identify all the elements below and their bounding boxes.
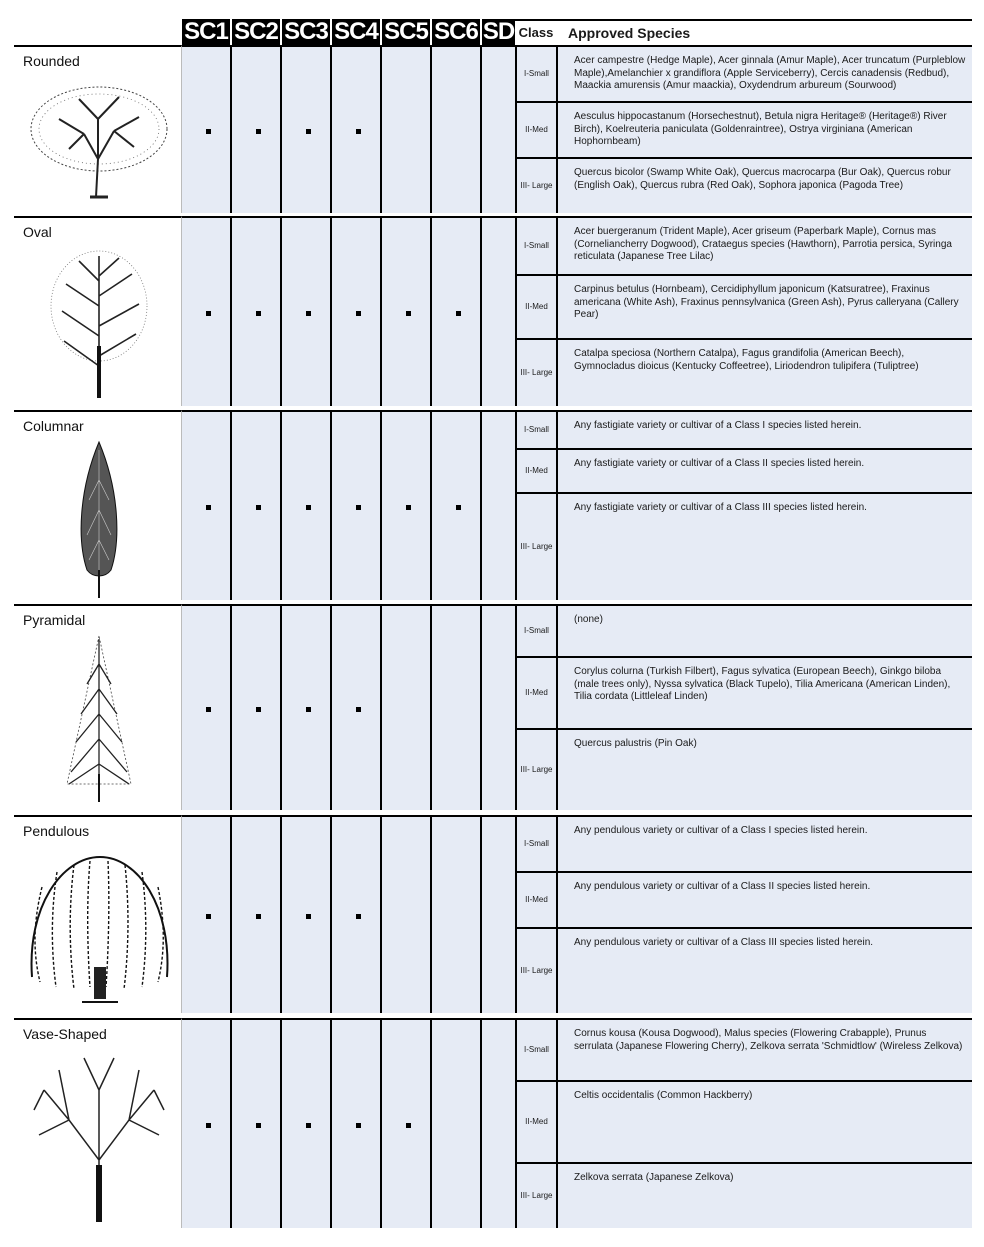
species-cell (558, 871, 972, 927)
sc-column-divider (430, 1020, 432, 1228)
species-text: Acer buergeranum (Trident Maple), Acer griseum (Paperbark Maple), Cornus mas (Corneliancherry Dogwood), Crataegus species (Hawthorn), Parrotia persica, Syringa reticulata (Japanese Tree Lilac) (574, 226, 952, 262)
class-label: II-Med (525, 688, 548, 697)
species-text: Acer campestre (Hedge Maple), Acer ginnala (Amur Maple), Acer truncatum (Purpleblow Maple),Amelanchier x grandiflora (Apple Serviceberry), Cercis canadensis (Redbud), Maackia amurensis (Amur maackia), Oxydendrum arbureum (Sourwood) (574, 55, 966, 91)
class-cell (517, 157, 556, 213)
class-cell (517, 604, 556, 656)
species-cell (558, 1018, 972, 1080)
approval-mark-sc2 (256, 707, 261, 712)
approval-mark-sc2 (256, 311, 261, 316)
approval-mark-sc2 (256, 914, 261, 919)
pendulous-tree-icon (22, 847, 177, 1007)
approval-mark-sc3 (306, 914, 311, 919)
approval-mark-sc4 (356, 129, 361, 134)
sc-column-divider (230, 817, 232, 1013)
approval-mark-sc4 (356, 707, 361, 712)
class-column (515, 216, 558, 406)
sc-column-divider (480, 817, 482, 1013)
shape-cell (14, 1018, 182, 1228)
class-column (515, 604, 558, 810)
approval-mark-sc3 (306, 707, 311, 712)
shape-cell (14, 604, 182, 810)
approval-mark-sc3 (306, 311, 311, 316)
approval-mark-sc6 (456, 505, 461, 510)
sc-column-divider (280, 218, 282, 406)
oval-tree-icon (44, 246, 154, 401)
sc-column-divider (230, 412, 232, 600)
approval-mark-sc2 (256, 1123, 261, 1128)
class-label: III- Large (520, 181, 553, 190)
species-text: Carpinus betulus (Hornbeam), Cercidiphyllum japonicum (Katsuratree), Fraxinus americana (White Ash), Fraxinus pennsylvanica (Green Ash), Pyrus calleryana (Callery Pear) (574, 284, 959, 320)
species-text: Any pendulous variety or cultivar of a Class III species listed herein. (574, 937, 874, 948)
shape-name: Columnar (23, 418, 84, 434)
sc3-header: SC3 (282, 19, 330, 45)
class-label: I-Small (524, 839, 549, 848)
shape-name: Pendulous (23, 823, 90, 839)
approval-mark-sc1 (206, 1123, 211, 1128)
sd-header: SD (482, 18, 515, 45)
species-cell (558, 45, 972, 101)
approval-mark-sc2 (256, 505, 261, 510)
species-column (558, 216, 972, 406)
species-text: Any pendulous variety or cultivar of a Class I species listed herein. (574, 825, 868, 836)
species-text: Quercus palustris (Pin Oak) (574, 738, 697, 749)
species-column (558, 815, 972, 1013)
sc-column-divider (430, 817, 432, 1013)
species-cell (558, 815, 972, 871)
species-text: Any fastigiate variety or cultivar of a Class I species listed herein. (574, 420, 862, 431)
species-cell (558, 410, 972, 448)
class-cell (517, 338, 556, 406)
sc-column-divider (230, 1020, 232, 1228)
sc-column-divider (430, 412, 432, 600)
species-cell (558, 656, 972, 728)
class-label: II-Med (525, 125, 548, 134)
approval-mark-sc2 (256, 129, 261, 134)
class-label: II-Med (525, 466, 548, 475)
sc-column-divider (330, 606, 332, 810)
species-text: (none) (574, 614, 603, 625)
class-cell (517, 410, 556, 448)
species-text: Any pendulous variety or cultivar of a Class II species listed herein. (574, 881, 871, 892)
class-label: I-Small (524, 69, 549, 78)
sc-column-divider (380, 606, 382, 810)
species-text: Celtis occidentalis (Common Hackberry) (574, 1090, 753, 1101)
sc-column-divider (480, 47, 482, 213)
species-cell (558, 274, 972, 338)
sc-column-divider (380, 218, 382, 406)
approval-mark-sc3 (306, 505, 311, 510)
species-text: Any fastigiate variety or cultivar of a Class III species listed herein. (574, 502, 867, 513)
species-cell (558, 157, 972, 213)
species-text: Corylus colurna (Turkish Filbert), Fagus sylvatica (European Beech), Ginkgo biloba (male trees only), Nyssa sylvatica (Black Tupelo), Tilia Americana (American Linden), Tilia cordata (Littleleaf Linden) (574, 666, 951, 702)
sc-column-divider (330, 218, 332, 406)
approval-mark-sc4 (356, 914, 361, 919)
sc-column-divider (430, 47, 432, 213)
sc-column-divider (380, 412, 382, 600)
sc-column-divider (480, 1020, 482, 1228)
sc-column-divider (330, 1020, 332, 1228)
species-cell (558, 604, 972, 656)
approval-mark-sc3 (306, 1123, 311, 1128)
species-text: Catalpa speciosa (Northern Catalpa), Fagus grandifolia (American Beech), Gymnocladus dioicus (Kentucky Coffeetree), Liriodendron tulipifera (Tuliptree) (574, 348, 919, 372)
class-cell (517, 656, 556, 728)
class-column (515, 45, 558, 213)
class-label: III- Large (520, 368, 553, 377)
sc-column-divider (280, 817, 282, 1013)
class-cell (517, 815, 556, 871)
class-cell (517, 1080, 556, 1162)
sc-column-divider (330, 412, 332, 600)
shape-name: Oval (23, 224, 52, 240)
species-column (558, 410, 972, 600)
species-text: Quercus bicolor (Swamp White Oak), Quercus macrocarpa (Bur Oak), Quercus robur (English Oak), Quercus rubra (Red Oak), Sophora japonica (Pagoda Tree) (574, 167, 951, 191)
class-column-header: Class (518, 25, 554, 40)
class-cell (517, 728, 556, 810)
class-cell (517, 492, 556, 600)
sc-column-divider (230, 606, 232, 810)
approval-mark-sc6 (456, 311, 461, 316)
class-cell (517, 1162, 556, 1228)
sc-marks-area (182, 815, 515, 1013)
sc2-header: SC2 (232, 19, 280, 45)
species-cell (558, 448, 972, 492)
sc-column-divider (480, 412, 482, 600)
class-label: I-Small (524, 425, 549, 434)
sc-column-divider (380, 817, 382, 1013)
species-cell (558, 1080, 972, 1162)
shape-group-rounded (14, 45, 972, 213)
approval-mark-sc3 (306, 129, 311, 134)
columnar-tree-icon (69, 440, 129, 600)
class-cell (517, 927, 556, 1013)
species-text: Aesculus hippocastanum (Horsechestnut), Betula nigra Heritage® (Heritage®) River Birch), Koelreuteria paniculata (Goldenraintree), Ostrya virginiana (American Hophornbeam) (574, 111, 947, 147)
class-cell (517, 1018, 556, 1080)
sc1-header: SC1 (182, 19, 230, 45)
species-column-header: Approved Species (568, 25, 691, 41)
sc-column-divider (480, 218, 482, 406)
sc-column-divider (230, 47, 232, 213)
class-label: II-Med (525, 895, 548, 904)
shape-cell (14, 815, 182, 1013)
sc-column-divider (280, 1020, 282, 1228)
sc-column-divider (330, 817, 332, 1013)
species-column (558, 1018, 972, 1228)
class-cell (517, 274, 556, 338)
shape-group-pyramidal (14, 604, 972, 810)
species-cell (558, 101, 972, 157)
shape-name: Pyramidal (23, 612, 86, 628)
species-cell (558, 216, 972, 274)
class-column (515, 815, 558, 1013)
approval-mark-sc4 (356, 1123, 361, 1128)
sc5-header: SC5 (382, 19, 430, 45)
class-cell (517, 871, 556, 927)
shape-group-oval (14, 216, 972, 406)
sc-marks-area (182, 45, 515, 213)
class-label: I-Small (524, 1045, 549, 1054)
shape-group-pendulous (14, 815, 972, 1013)
sc-marks-area (182, 1018, 515, 1228)
class-label: III- Large (520, 966, 553, 975)
sc6-header: SC6 (432, 19, 480, 45)
species-text: Zelkova serrata (Japanese Zelkova) (574, 1172, 734, 1183)
class-label: II-Med (525, 302, 548, 311)
class-cell (517, 448, 556, 492)
sc-column-divider (380, 1020, 382, 1228)
approval-mark-sc5 (406, 505, 411, 510)
sc-column-divider (280, 47, 282, 213)
approval-mark-sc1 (206, 505, 211, 510)
species-text: Any fastigiate variety or cultivar of a Class II species listed herein. (574, 458, 865, 469)
approval-mark-sc1 (206, 707, 211, 712)
vase-tree-icon (29, 1050, 169, 1225)
class-cell (517, 101, 556, 157)
sc-column-divider (230, 218, 232, 406)
species-text: Cornus kousa (Kousa Dogwood), Malus species (Flowering Crabapple), Prunus serrulata (Japanese Flowering Cherry), Zelkova serrata 'Schmidtlow' (Wireless Zelkova) (574, 1028, 963, 1052)
approval-mark-sc5 (406, 1123, 411, 1128)
sc-column-divider (280, 412, 282, 600)
species-cell (558, 927, 972, 1013)
sc-column-divider (480, 606, 482, 810)
class-cell (517, 216, 556, 274)
class-column (515, 410, 558, 600)
sc-column-divider (430, 606, 432, 810)
class-column (515, 1018, 558, 1228)
shape-name: Vase-Shaped (23, 1026, 107, 1042)
species-cell (558, 728, 972, 810)
sc-column-divider (330, 47, 332, 213)
sc-column-divider (430, 218, 432, 406)
pyramidal-tree-icon (59, 634, 139, 804)
species-column (558, 45, 972, 213)
approval-mark-sc5 (406, 311, 411, 316)
class-label: II-Med (525, 1117, 548, 1126)
sc-marks-area (182, 604, 515, 810)
species-column (558, 604, 972, 810)
shape-cell (14, 410, 182, 600)
class-label: III- Large (520, 765, 553, 774)
shape-group-vase-shaped (14, 1018, 972, 1228)
class-cell (517, 45, 556, 101)
shape-name: Rounded (23, 53, 80, 69)
class-label: III- Large (520, 542, 553, 551)
sc-marks-area (182, 216, 515, 406)
approval-mark-sc4 (356, 505, 361, 510)
species-cell (558, 1162, 972, 1228)
shape-cell (14, 45, 182, 213)
rounded-tree-icon (24, 79, 174, 199)
sc4-header: SC4 (332, 19, 380, 45)
approval-mark-sc1 (206, 914, 211, 919)
species-cell (558, 338, 972, 406)
sc-column-divider (380, 47, 382, 213)
approval-mark-sc4 (356, 311, 361, 316)
class-label: I-Small (524, 626, 549, 635)
approval-mark-sc1 (206, 311, 211, 316)
shape-group-columnar (14, 410, 972, 600)
sc-column-divider (280, 606, 282, 810)
class-label: III- Large (520, 1191, 553, 1200)
sc-marks-area (182, 410, 515, 600)
approval-mark-sc1 (206, 129, 211, 134)
species-cell (558, 492, 972, 600)
shape-cell (14, 216, 182, 406)
class-label: I-Small (524, 241, 549, 250)
